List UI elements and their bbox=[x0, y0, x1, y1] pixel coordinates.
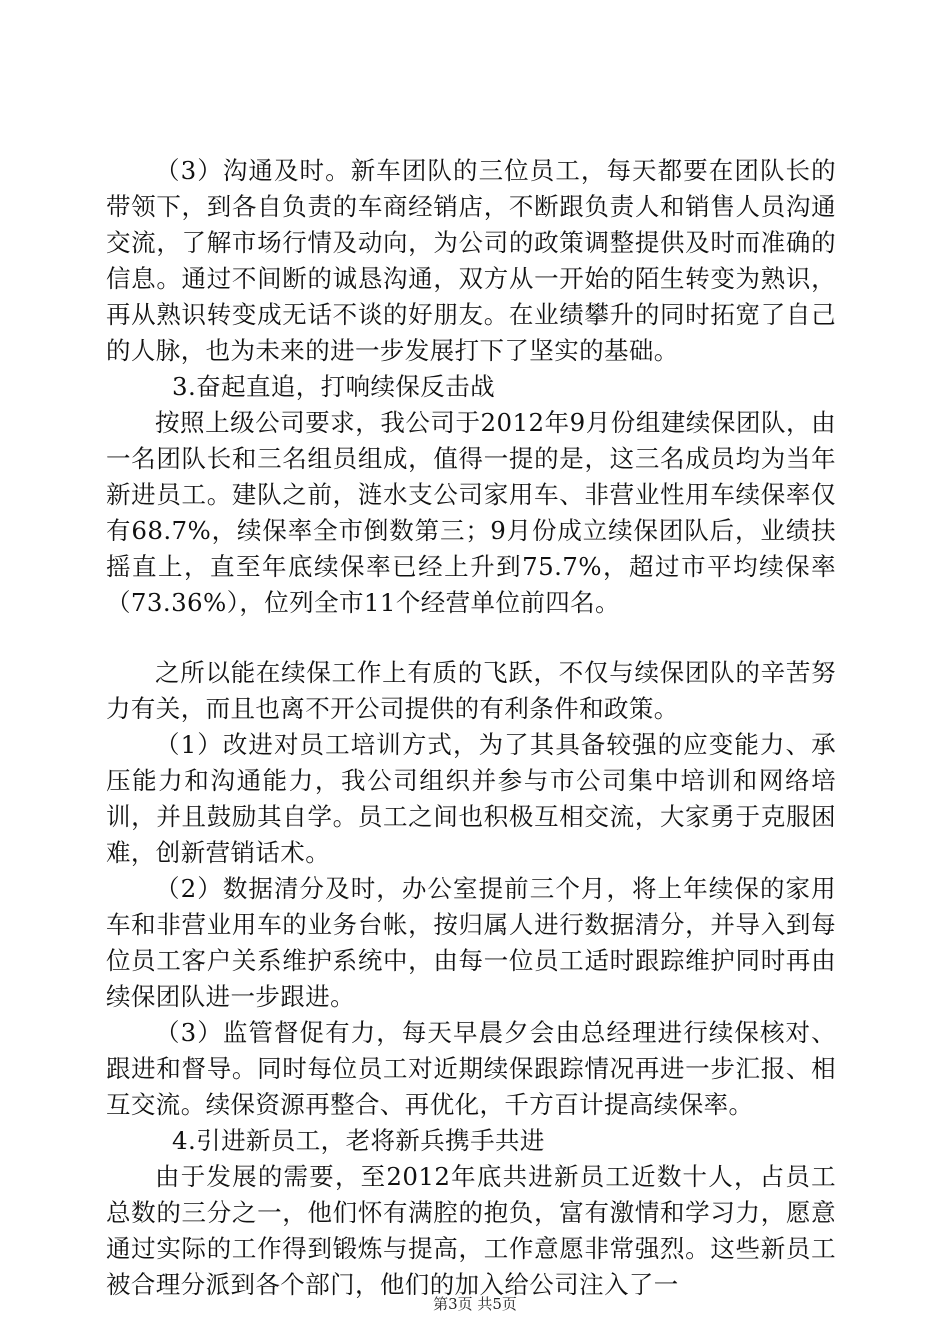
document-body bbox=[106, 153, 836, 1303]
paragraph-renewal-reasons: 之所以能在续保工作上有质的飞跃，不仅与续保团队的辛苦努力有关，而且也离不开公司提供的有利条件和政策。 bbox=[106, 658, 836, 723]
paragraph-supervision: （3）监管督促有力，每天早晨夕会由总经理进行续保核对、跟进和督导。同时每位员工对近期续保跟踪情况再进一步汇报、相互交流。续保资源再整合、再优化，千方百计提高续保率。 bbox=[106, 1018, 836, 1119]
section-heading-4: 4.引进新员工，老将新兵携手共进 bbox=[172, 1126, 545, 1155]
paragraph-communication: （3）沟通及时。新车团队的三位员工，每天都要在团队长的带领下，到各自负责的车商经销店，不断跟负责人和销售人员沟通交流，了解市场行情及动向，为公司的政策调整提供及时而准确的信息。通过不间断的诚恳沟通，双方从一开始的陌生转变为熟识，再从熟识转变成无话不谈的好朋友。在业绩攀升的同时拓宽了自己的人脉，也为未来的进一步发展打下了坚实的基础。 bbox=[106, 156, 836, 365]
paragraph-training: （1）改进对员工培训方式，为了其具备较强的应变能力、承压能力和沟通能力，我公司组织并参与市公司集中培训和网络培训，并且鼓励其自学。员工之间也积极互相交流，大家勇于克服困难，创新营销话术。 bbox=[106, 730, 836, 867]
paragraph-new-employees: 由于发展的需要，至2012年底共进新员工近数十人，占员工总数的三分之一，他们怀有满腔的抱负，富有激情和学习力，愿意通过实际的工作得到锻炼与提高，工作意愿非常强烈。这些新员工被合理分派到各个部门，他们的加入给公司注入了一 bbox=[106, 1162, 836, 1299]
paragraph-renewal-team: 按照上级公司要求，我公司于2012年9月份组建续保团队，由一名团队长和三名组员组成，值得一提的是，这三名成员均为当年新进员工。建队之前，涟水支公司家用车、非营业性用车续保率仅有68.7%，续保率全市倒数第三；9月份成立续保团队后，业绩扶摇直上，直至年底续保率已经上升到75.7%，超过市平均续保率（73.36%），位列全市11个经营单位前四名。 bbox=[106, 408, 836, 617]
section-heading-3: 3.奋起直追，打响续保反击战 bbox=[172, 372, 495, 401]
paragraph-data-sorting: （2）数据清分及时，办公室提前三个月，将上年续保的家用车和非营业用车的业务台帐，按归属人进行数据清分，并导入到每位员工客户关系维护系统中，由每一位员工适时跟踪维护同时再由续保团队进一步跟进。 bbox=[106, 874, 836, 1011]
paragraph-gap bbox=[106, 621, 836, 655]
page-number-footer: 第3页 共5页 bbox=[433, 1295, 517, 1313]
